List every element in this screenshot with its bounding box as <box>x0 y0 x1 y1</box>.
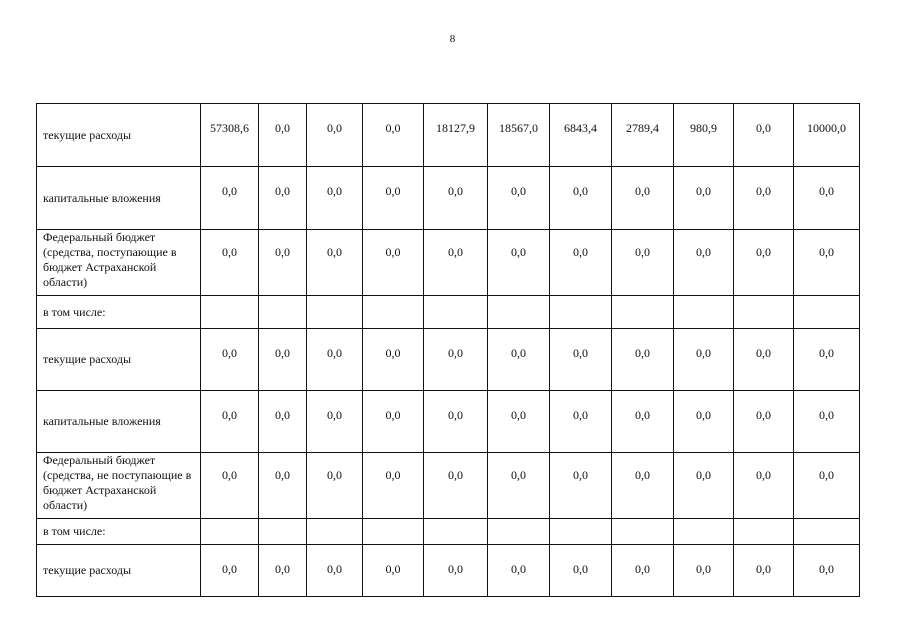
value-cell: 0,0 <box>674 453 734 519</box>
row-label: в том числе: <box>37 519 201 545</box>
value-cell: 0,0 <box>734 167 794 230</box>
value-cell: 0,0 <box>201 391 259 453</box>
value-cell <box>612 296 674 329</box>
value-cell: 0,0 <box>734 391 794 453</box>
value-cell: 0,0 <box>307 545 363 597</box>
value-cell: 0,0 <box>424 167 488 230</box>
value-cell <box>794 296 860 329</box>
value-cell <box>488 519 550 545</box>
value-cell: 0,0 <box>259 453 307 519</box>
table-row <box>37 391 860 453</box>
value-cell <box>794 519 860 545</box>
value-cell <box>550 519 612 545</box>
value-cell: 0,0 <box>612 329 674 391</box>
value-cell: 0,0 <box>488 329 550 391</box>
value-cell: 0,0 <box>612 167 674 230</box>
value-cell: 0,0 <box>307 453 363 519</box>
value-cell: 0,0 <box>550 391 612 453</box>
value-cell: 0,0 <box>201 545 259 597</box>
value-cell: 0,0 <box>488 545 550 597</box>
value-cell: 0,0 <box>794 329 860 391</box>
value-cell: 0,0 <box>674 230 734 296</box>
value-cell: 0,0 <box>674 391 734 453</box>
value-cell: 0,0 <box>424 230 488 296</box>
value-cell <box>363 296 424 329</box>
value-cell: 0,0 <box>550 329 612 391</box>
budget-table <box>36 103 860 597</box>
value-cell: 0,0 <box>612 230 674 296</box>
value-cell <box>259 296 307 329</box>
value-cell <box>488 296 550 329</box>
value-cell: 0,0 <box>674 167 734 230</box>
value-cell: 0,0 <box>550 453 612 519</box>
row-label: Федеральный бюджет (средства, поступающие в бюджет Астраханской области) <box>37 230 201 296</box>
value-cell: 0,0 <box>363 230 424 296</box>
value-cell: 0,0 <box>794 391 860 453</box>
value-cell: 0,0 <box>363 545 424 597</box>
value-cell: 0,0 <box>307 391 363 453</box>
value-cell: 0,0 <box>259 167 307 230</box>
value-cell: 0,0 <box>794 167 860 230</box>
value-cell: 0,0 <box>488 453 550 519</box>
value-cell: 0,0 <box>307 167 363 230</box>
value-cell <box>201 519 259 545</box>
value-cell: 0,0 <box>307 230 363 296</box>
value-cell: 0,0 <box>424 453 488 519</box>
value-cell: 0,0 <box>363 391 424 453</box>
table-body <box>37 104 860 597</box>
value-cell: 0,0 <box>363 104 424 167</box>
value-cell: 0,0 <box>259 230 307 296</box>
value-cell: 0,0 <box>363 453 424 519</box>
value-cell <box>674 296 734 329</box>
value-cell: 0,0 <box>307 329 363 391</box>
row-label: капитальные вложения <box>37 391 201 453</box>
value-cell: 0,0 <box>674 545 734 597</box>
value-cell: 0,0 <box>201 329 259 391</box>
value-cell: 0,0 <box>259 329 307 391</box>
value-cell <box>424 519 488 545</box>
value-cell: 0,0 <box>424 545 488 597</box>
row-label: текущие расходы <box>37 104 201 167</box>
value-cell: 10000,0 <box>794 104 860 167</box>
table-row <box>37 104 860 167</box>
value-cell <box>307 519 363 545</box>
row-label: в том числе: <box>37 296 201 329</box>
row-label: Федеральный бюджет (средства, не поступающие в бюджет Астраханской области) <box>37 453 201 519</box>
value-cell: 0,0 <box>201 230 259 296</box>
value-cell: 980,9 <box>674 104 734 167</box>
value-cell: 2789,4 <box>612 104 674 167</box>
value-cell <box>674 519 734 545</box>
table-row <box>37 329 860 391</box>
value-cell: 0,0 <box>550 230 612 296</box>
value-cell: 0,0 <box>734 453 794 519</box>
value-cell: 18567,0 <box>488 104 550 167</box>
page-number: 8 <box>449 33 456 45</box>
value-cell: 0,0 <box>424 329 488 391</box>
value-cell <box>550 296 612 329</box>
value-cell: 0,0 <box>550 167 612 230</box>
value-cell: 0,0 <box>259 545 307 597</box>
value-cell: 0,0 <box>363 167 424 230</box>
value-cell <box>259 519 307 545</box>
value-cell: 0,0 <box>201 167 259 230</box>
value-cell: 0,0 <box>734 545 794 597</box>
table-row <box>37 296 860 329</box>
value-cell <box>424 296 488 329</box>
value-cell: 0,0 <box>612 545 674 597</box>
value-cell: 0,0 <box>794 453 860 519</box>
value-cell: 0,0 <box>794 230 860 296</box>
table-row <box>37 519 860 545</box>
value-cell: 0,0 <box>674 329 734 391</box>
value-cell: 0,0 <box>488 391 550 453</box>
value-cell: 0,0 <box>424 391 488 453</box>
table-row <box>37 453 860 519</box>
row-label: текущие расходы <box>37 329 201 391</box>
value-cell: 0,0 <box>794 545 860 597</box>
value-cell: 0,0 <box>612 391 674 453</box>
value-cell <box>363 519 424 545</box>
value-cell: 0,0 <box>550 545 612 597</box>
value-cell: 0,0 <box>363 329 424 391</box>
table-row <box>37 230 860 296</box>
row-label: капитальные вложения <box>37 167 201 230</box>
value-cell <box>734 296 794 329</box>
value-cell: 0,0 <box>488 167 550 230</box>
value-cell: 0,0 <box>734 329 794 391</box>
value-cell <box>201 296 259 329</box>
value-cell: 0,0 <box>734 104 794 167</box>
value-cell: 0,0 <box>307 104 363 167</box>
value-cell: 0,0 <box>488 230 550 296</box>
table-row <box>37 545 860 597</box>
value-cell: 6843,4 <box>550 104 612 167</box>
value-cell: 0,0 <box>734 230 794 296</box>
table-row <box>37 167 860 230</box>
row-label: текущие расходы <box>37 545 201 597</box>
value-cell: 0,0 <box>612 453 674 519</box>
value-cell <box>612 519 674 545</box>
value-cell <box>734 519 794 545</box>
value-cell: 0,0 <box>259 391 307 453</box>
value-cell: 18127,9 <box>424 104 488 167</box>
value-cell: 0,0 <box>201 453 259 519</box>
value-cell: 0,0 <box>259 104 307 167</box>
value-cell: 57308,6 <box>201 104 259 167</box>
value-cell <box>307 296 363 329</box>
